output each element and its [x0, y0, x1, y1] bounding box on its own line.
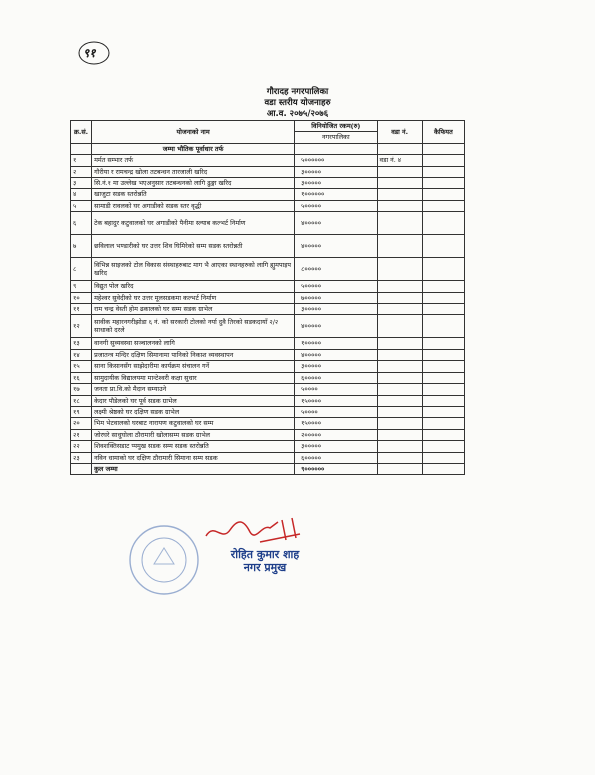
row-remarks — [422, 189, 464, 200]
row-amount: ३००००० — [295, 304, 377, 315]
col-remarks-header: कैफियत — [422, 121, 464, 144]
row-sn: ६ — [71, 212, 92, 235]
row-ward — [377, 212, 422, 235]
row-plan-name: महेश्वर सुवेदीको घर उत्तर मूलसडकमा कल्भर्ट निर्माण — [92, 292, 295, 303]
row-ward — [377, 384, 422, 395]
handwritten-signature — [200, 512, 320, 548]
row-plan-name: सावीक महारनगरीझोडा ६ नं. को सरकारी टोलको नर्या दुवै तिरको सडकदायाँ २/२ साधाको दरले — [92, 315, 295, 338]
row-sn: ८ — [71, 258, 92, 281]
municipality-title: गौरादह नगरपालिका — [266, 87, 329, 97]
row-sn: २३ — [71, 452, 92, 463]
total-amount: ९०००००० — [295, 463, 377, 474]
row-sn: ४ — [71, 189, 92, 200]
row-plan-name: मर्मत सम्भार तर्फ — [92, 155, 295, 166]
row-sn: ३ — [71, 178, 92, 189]
row-remarks — [422, 200, 464, 211]
row-amount: ३००००० — [295, 166, 377, 177]
table-row — [71, 258, 465, 281]
row-ward — [377, 429, 422, 440]
row-plan-name: जनता प्रा.वि.को मैदान सम्याउने — [92, 384, 295, 395]
page-number — [78, 40, 112, 66]
row-ward — [377, 281, 422, 292]
row-plan-name: साना किसानसँग साझेदारीमा कार्यक्रम संचालन गर्ने — [92, 361, 295, 372]
row-remarks — [422, 429, 464, 440]
table-row — [71, 212, 465, 235]
row-remarks — [422, 452, 464, 463]
row-remarks — [422, 441, 464, 452]
row-remarks — [422, 384, 464, 395]
row-sn: ९ — [71, 281, 92, 292]
row-ward — [377, 315, 422, 338]
row-sn: १६ — [71, 372, 92, 383]
table-row — [71, 441, 465, 452]
row-ward — [377, 189, 422, 200]
row-sn: १४ — [71, 349, 92, 360]
row-ward — [377, 178, 422, 189]
section-title: जम्मा भौतिक पूर्वाधार तर्फ — [92, 143, 295, 154]
row-amount: ४००००० — [295, 349, 377, 360]
row-remarks — [422, 235, 464, 258]
row-plan-name: राम चन्द्र वेस्ती होम ढकालको घर सम्म सडक ग्राभेल — [92, 304, 295, 315]
row-amount: ३००००० — [295, 441, 377, 452]
row-plan-name: सि.नं.१ मा उल्लेख भएअनुसार तटबन्धनको लागि ढुङ्गा खरिद — [92, 178, 295, 189]
row-plan-name: प्रजातन्त्र मन्दिर दक्षिण सिमानामा पानिको निकाश व्यवस्थापन — [92, 349, 295, 360]
row-remarks — [422, 212, 464, 235]
table-row — [71, 372, 465, 383]
row-remarks — [422, 292, 464, 303]
row-remarks — [422, 349, 464, 360]
page-number-text: ९१ — [83, 46, 96, 60]
row-amount: ५०००००० — [295, 155, 377, 166]
row-amount: ५००००० — [295, 200, 377, 211]
signatory-name: रोहित कुमार शाह — [230, 548, 300, 561]
table-row — [71, 361, 465, 372]
row-ward — [377, 200, 422, 211]
row-remarks — [422, 406, 464, 417]
row-remarks — [422, 372, 464, 383]
row-ward — [377, 349, 422, 360]
table-row — [71, 281, 465, 292]
row-plan-name: खाजुटा सडक स्तरोन्नति — [92, 189, 295, 200]
table-row — [71, 384, 465, 395]
table-row — [71, 338, 465, 349]
row-remarks — [422, 315, 464, 338]
row-sn: ५ — [71, 200, 92, 211]
row-ward — [377, 166, 422, 177]
row-sn: १७ — [71, 384, 92, 395]
row-ward — [377, 258, 422, 281]
row-plan-name: नविन धामाको घर दक्षिण ठौरामारी सिमाना सम्म सडक — [92, 452, 295, 463]
row-amount: ३००००० — [295, 361, 377, 372]
table-row — [71, 166, 465, 177]
table-row — [71, 155, 465, 166]
table-row — [71, 418, 465, 429]
row-sn: २० — [71, 418, 92, 429]
row-ward — [377, 395, 422, 406]
row-ward — [377, 441, 422, 452]
table-row — [71, 406, 465, 417]
row-amount: १०००००० — [295, 189, 377, 200]
row-sn: १८ — [71, 395, 92, 406]
col-name-header: योजनाको नाम — [92, 121, 295, 144]
row-amount: ५०००० — [295, 384, 377, 395]
row-ward — [377, 361, 422, 372]
municipality-seal — [124, 520, 204, 600]
row-sn: २ — [71, 166, 92, 177]
row-remarks — [422, 418, 464, 429]
row-remarks — [422, 178, 464, 189]
col-amount-header: विनियोजित रकम(रु) — [295, 121, 377, 132]
table-row — [71, 292, 465, 303]
table-row — [71, 178, 465, 189]
table-row — [71, 189, 465, 200]
row-plan-name: जोरघरे साधुघोला ठौरामारी खोलासम्म सडक ग्राभेल — [92, 429, 295, 440]
row-amount: ४००००० — [295, 235, 377, 258]
row-amount: ८००००० — [295, 258, 377, 281]
table-row — [71, 200, 465, 211]
row-sn: ११ — [71, 304, 92, 315]
table-row — [71, 235, 465, 258]
row-amount: २००००० — [295, 429, 377, 440]
row-ward: वडा नं. ४ — [377, 155, 422, 166]
row-sn: १० — [71, 292, 92, 303]
row-amount: ४००००० — [295, 212, 377, 235]
row-ward — [377, 304, 422, 315]
row-remarks — [422, 281, 464, 292]
row-ward — [377, 235, 422, 258]
row-plan-name: विभिन्न साइजको टोल विकास संस्थाहरुबाट माग भै आएका स्थानहरुको लागि ह्युमपाइप खरिद — [92, 258, 295, 281]
row-amount: १५०००० — [295, 395, 377, 406]
row-plan-name: भिम भेटवालको घरबाट नारायण कटुवालको घर सम्म — [92, 418, 295, 429]
row-amount: ५००००० — [295, 281, 377, 292]
row-ward — [377, 292, 422, 303]
row-sn: १३ — [71, 338, 92, 349]
row-amount: ५०००० — [295, 406, 377, 417]
signatory-title: नगर प्रमुख — [243, 561, 287, 574]
table-row — [71, 349, 465, 360]
row-sn: १२ — [71, 315, 92, 338]
col-amount-subheader: नगरपालिका — [295, 132, 377, 143]
row-remarks — [422, 155, 464, 166]
row-amount: १००००० — [295, 338, 377, 349]
row-remarks — [422, 395, 464, 406]
total-label: कुल जम्मा — [92, 463, 295, 474]
col-ward-header: वडा नं. — [377, 121, 422, 144]
row-plan-name: गौरीया र रामचन्द्र खोला तटबन्धन तारजाली खरिद — [92, 166, 295, 177]
row-plan-name: सामुदायीक विद्यालयमा मान्टेश्वरी कक्षा सुधार — [92, 372, 295, 383]
table-row — [71, 395, 465, 406]
row-sn: २२ — [71, 441, 92, 452]
row-plan-name: छविलाल भण्डारीको घर उत्तर शिव घिमिरेको सम्म सडक स्तरोन्नती — [92, 235, 295, 258]
row-ward — [377, 406, 422, 417]
row-sn: १ — [71, 155, 92, 166]
row-plan-name: टेक बहादुर कटुवालको घर अगाडीको पैनीमा स्ल्याब कल्भर्ट निर्माण — [92, 212, 295, 235]
row-amount: ७००००० — [295, 292, 377, 303]
row-remarks — [422, 338, 464, 349]
row-sn: ७ — [71, 235, 92, 258]
row-amount: ६००००० — [295, 452, 377, 463]
col-sn-header: क्र.सं. — [71, 121, 92, 144]
row-plan-name: केदार पौडेलको घर पूर्व सडक ग्राभेल — [92, 395, 295, 406]
row-remarks — [422, 361, 464, 372]
row-plan-name: वानगी सुव्यवस्था सञ्चालनको लागि — [92, 338, 295, 349]
row-plan-name: शिवशक्तिसडाट प्पमुख सडक सम्म सडक स्तरोन्नति — [92, 441, 295, 452]
document-subtitle: वडा स्तरीय योजनाहरु — [264, 98, 331, 108]
row-ward — [377, 372, 422, 383]
row-remarks — [422, 166, 464, 177]
row-amount: १५०००० — [295, 418, 377, 429]
row-sn: २१ — [71, 429, 92, 440]
signatory-block — [215, 548, 315, 574]
row-amount: ४००००० — [295, 315, 377, 338]
row-remarks — [422, 304, 464, 315]
row-plan-name: सामाडी रावलको घर अगाडीको सडक स्तर वृद्धी — [92, 200, 295, 211]
table-row — [71, 452, 465, 463]
table-row — [71, 315, 465, 338]
table-row — [71, 304, 465, 315]
row-ward — [377, 338, 422, 349]
plans-table — [70, 120, 465, 475]
row-sn: १९ — [71, 406, 92, 417]
row-plan-name: विद्युत पोल खरिद — [92, 281, 295, 292]
table-row — [71, 429, 465, 440]
row-remarks — [422, 258, 464, 281]
row-plan-name: लक्ष्मी श्रेष्ठको घर दक्षिण सडक ग्राभेल — [92, 406, 295, 417]
row-sn: १५ — [71, 361, 92, 372]
row-ward — [377, 452, 422, 463]
fiscal-year: आ.व. २०७५/२०७६ — [266, 109, 329, 119]
row-amount: ६००००० — [295, 372, 377, 383]
row-ward — [377, 418, 422, 429]
row-amount: ३००००० — [295, 178, 377, 189]
